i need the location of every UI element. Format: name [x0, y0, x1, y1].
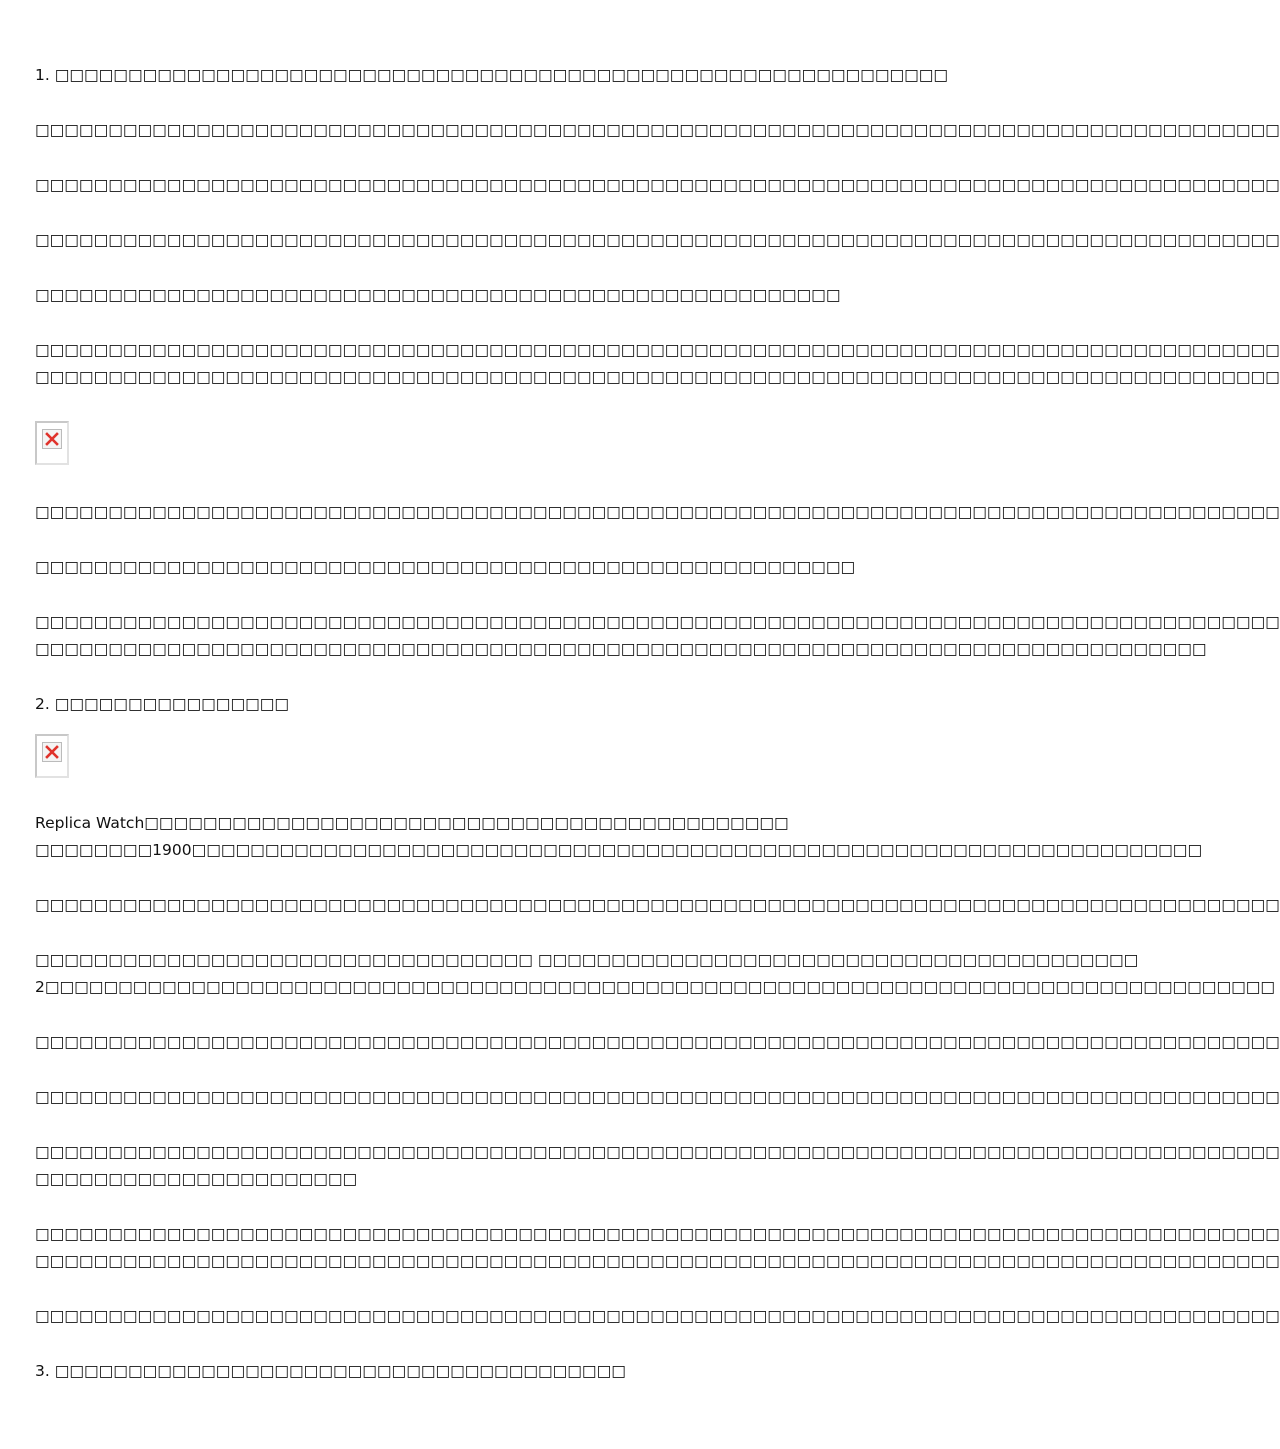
paragraph-line: □□□□□□□□□□□□□□□□□□□□□□□□□□□□□□□□□□□□□□□□□□□□□□□□□□□□□□□□□□□□□□□□□□□□□□□□□□□□□□□□□□□□□	[35, 1088, 1280, 1106]
paragraph-spacer	[35, 778, 990, 810]
paragraph-spacer	[35, 718, 990, 732]
paragraph-spacer	[35, 254, 990, 282]
paragraph-spacer	[35, 663, 990, 691]
paragraph-line: □□□□□□□□□□□□□□□□□□□□□□□□□□□□□□□□□□□□□□□□□□□□□□□□□□□□□□□□□□□□□□□□□□□□□□□□□□□□□□□□□□□□□	[35, 1252, 1280, 1270]
paragraph-spacer	[35, 89, 990, 117]
paragraph-line: □□□□□□□□□□□□□□□□□□□□□□□□□□□□□□□□□□□□□□□□□□□□□□□□□□□□□□□□	[35, 558, 856, 576]
paragraph-line: □□□□□□□□□□□□□□□□□□□□□□□□□□□□□□□□□□□□□□□□□□□□□□□□□□□□□□□□□□□□□□□□□□□□□□□□□□□□□□□□□□□□□	[35, 176, 1280, 194]
paragraph-line: □□□□□□□□1900□□□□□□□□□□□□□□□□□□□□□□□□□□□□□□□□□□□□□□□□□□□□□□□□□□□□□□□□□□□□□□□□□□□□□	[35, 841, 1203, 859]
document-body	[35, 62, 1280, 1385]
paragraph-line: □□□□□□□□□□□□□□□□□□□□□□□□□□□□□□□□□□□□□□□□□□□□□□□□□□□□□□□□□□□□□□□□□□□□□□□□□□□□□□□□□□□□□	[35, 1225, 1280, 1243]
paragraph-line: □□□□□□□□□□□□□□□□□□□□□□□□□□□□□□□□□□□□□□□□□□□□□□□□□□□□□□□□□□□□□□□□□□□□□□□□□□□□□□□□□□□□□	[35, 231, 1280, 249]
paragraph-spacer	[35, 1330, 990, 1358]
paragraph-spacer	[35, 309, 990, 337]
paragraph-spacer	[35, 1001, 990, 1029]
paragraph-spacer	[35, 864, 990, 892]
paragraph-line: □□□□□□□□□□□□□□□□□□□□□□□□□□□□□□□□□□□□□□□□□□□□□□□□□□□□□□□□□□□□□□□□□□□□□□□□□□□□□□□□□□□□□	[35, 1143, 1280, 1161]
paragraph-line: □□□□□□□□□□□□□□□□□□□□□□□□□□□□□□□□□□□□□□□□□□□□□□□□□□□□□□□□□□□□□□□□□□□□□□□□□□□□□□□□□□□□□	[35, 1307, 1280, 1325]
paragraph-spacer	[35, 1275, 990, 1303]
paragraph-spacer	[35, 1193, 990, 1221]
paragraph-spacer	[35, 199, 990, 227]
broken-image-placeholder	[35, 734, 69, 778]
broken-image-icon	[42, 742, 62, 762]
paragraph-spacer	[35, 581, 990, 609]
paragraph-line: □□□□□□□□□□□□□□□□□□□□□□□□□□□□□□□□□□□□□□□□□□□□□□□□□□□□□□□□□□□□□□□□□□□□□□□□□□□□□□□□□□□□□	[35, 1033, 1280, 1051]
paragraph-spacer	[35, 1056, 990, 1084]
section-heading-3: 3. □□□□□□□□□□□□□□□□□□□□□□□□□□□□□□□□□□□□□□□	[35, 1362, 626, 1380]
paragraph-line: □□□□□□□□□□□□□□□□□□□□□□□□□□□□□□□□□□□□□□□□□□□□□□□□□□□□□□□□□□□□□□□□□□□□□□□□□□□□□□□□□□□□□	[35, 613, 1280, 631]
paragraph-line: □□□□□□□□□□□□□□□□□□□□□□□□□□□□□□□□□□□□□□□□□□□□□□□□□□□□□□□□□□□□□□□□□□□□□□□□□□□□□□□□□□□□□	[35, 121, 1280, 139]
paragraph-spacer	[35, 919, 990, 947]
paragraph-line: □□□□□□□□□□□□□□□□□□□□□□□□□□□□□□□□□□□□□□□□□□□□□□□□□□□□□□□□□□□□□□□□□□□□□□□□□□□□□□□□□□□□□	[35, 896, 1280, 914]
broken-image-placeholder	[35, 421, 69, 465]
paragraph-line: □□□□□□□□□□□□□□□□□□□□□□□□□□□□□□□□□□□□□□□□□□□□□□□□□□□□□□□□□□□□□□□□□□□□□□□□□□□□□□□□□□□□□	[35, 341, 1280, 359]
section-heading-1: 1. □□□□□□□□□□□□□□□□□□□□□□□□□□□□□□□□□□□□□□□□□□□□□□□□□□□□□□□□□□□□□	[35, 66, 949, 84]
section-heading-2: 2. □□□□□□□□□□□□□□□□	[35, 695, 290, 713]
paragraph-line: □□□□□□□□□□□□□□□□□□□□□□□□□□□□□□□□□□□□□□□□□□□□□□□□□□□□□□□□□□□□□□□□□□□□□□□□□□□□□□□□	[35, 640, 1207, 658]
paragraph-spacer	[35, 1111, 990, 1139]
broken-image-icon	[42, 429, 62, 449]
paragraph-spacer	[35, 391, 990, 419]
paragraph-line: □□□□□□□□□□□□□□□□□□□□□□□□□□□□□□□□□□ □□□□□□□□□□□□□□□□□□□□□□□□□□□□□□□□□□□□□□□□□	[35, 951, 1139, 969]
paragraph-spacer	[35, 144, 990, 172]
paragraph-line: □□□□□□□□□□□□□□□□□□□□□□□□□□□□□□□□□□□□□□□□□□□□□□□□□□□□□□□□□□□□□□□□□□□□□□□□□□□□□□□□□□□□□	[35, 503, 1280, 521]
paragraph-line: 2□□□□□□□□□□□□□□□□□□□□□□□□□□□□□□□□□□□□□□□□□□□□□□□□□□□□□□□□□□□□□□□□□□□□□□□□□□□□□□□□□□□□	[35, 978, 1276, 996]
paragraph-line: Replica Watch□□□□□□□□□□□□□□□□□□□□□□□□□□□□□□□□□□□□□□□□□□□□	[35, 814, 789, 832]
paragraph-spacer	[35, 465, 990, 499]
paragraph-line: □□□□□□□□□□□□□□□□□□□□□□□□□□□□□□□□□□□□□□□□□□□□□□□□□□□□□□□	[35, 286, 841, 304]
paragraph-spacer	[35, 526, 990, 554]
paragraph-line: □□□□□□□□□□□□□□□□□□□□□□□□□□□□□□□□□□□□□□□□□□□□□□□□□□□□□□□□□□□□□□□□□□□□□□□□□□□□□□□□□□□□□	[35, 368, 1280, 386]
paragraph-line: □□□□□□□□□□□□□□□□□□□□□□	[35, 1170, 358, 1188]
